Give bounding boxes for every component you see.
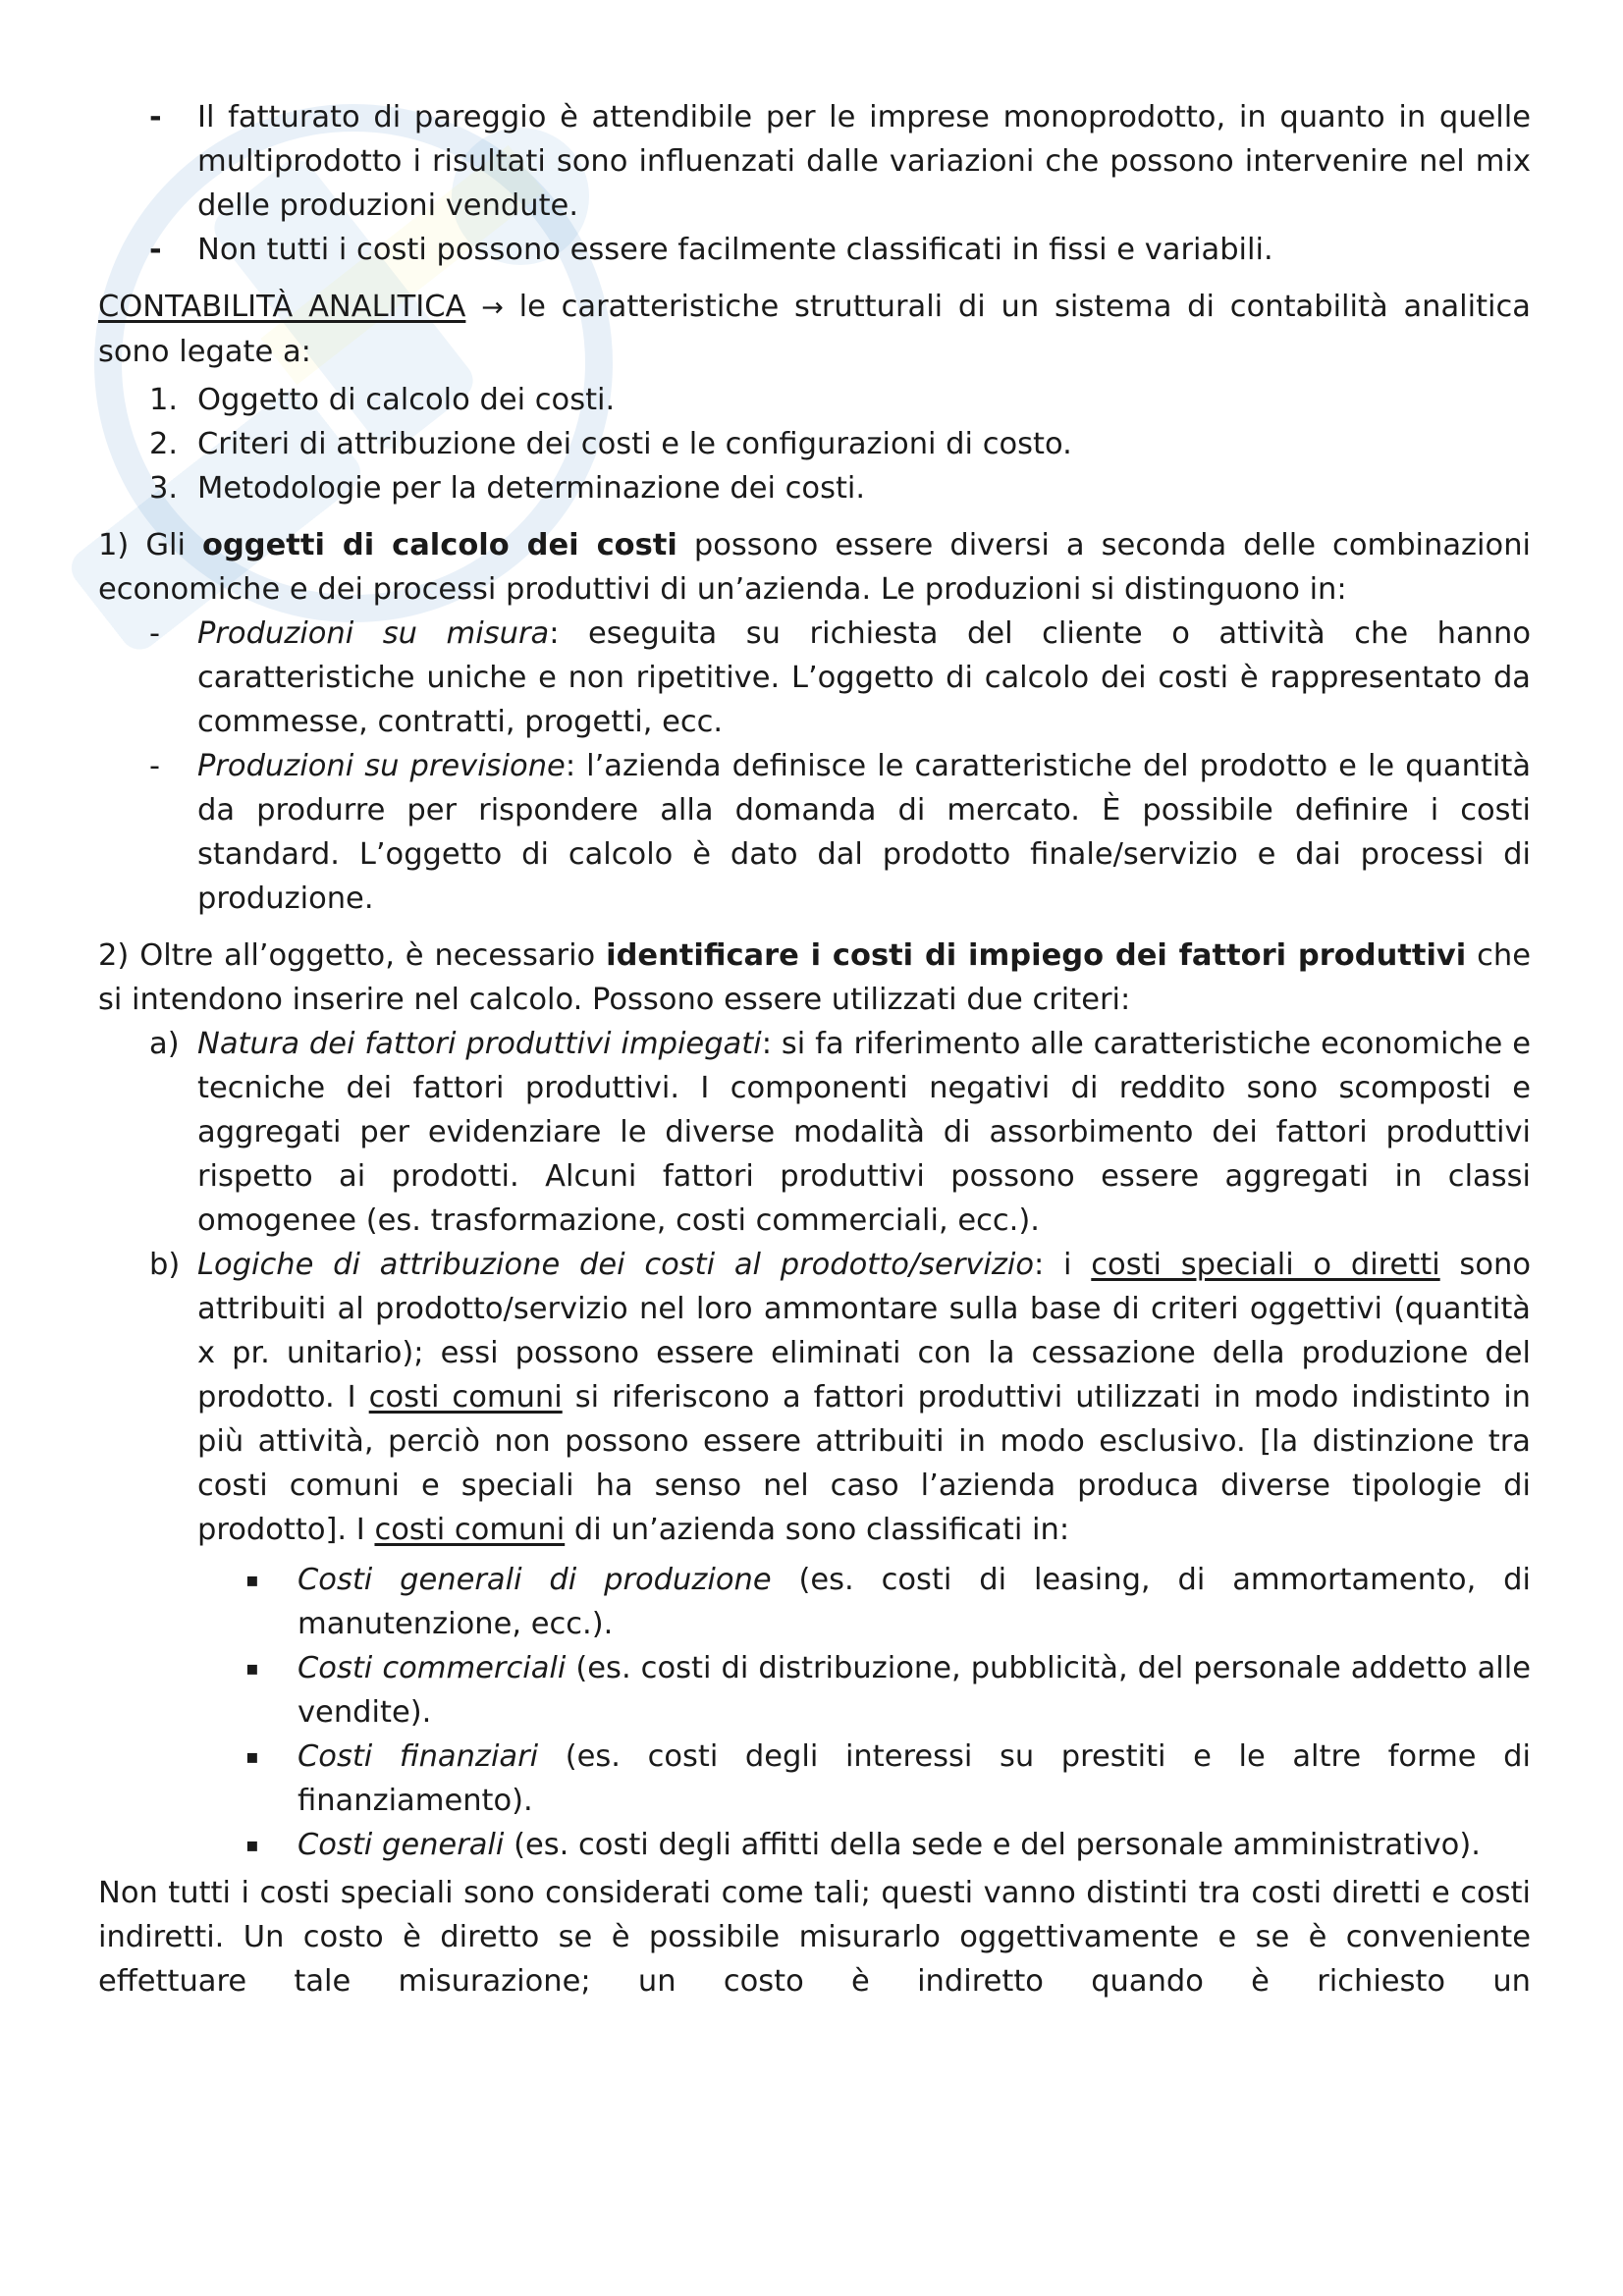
section-1-paragraph: 1) Gli oggetti di calcolo dei costi possono essere diversi a seconda delle combinazioni economiche e dei processi produttivi di un’azienda. Le produzioni si distinguono in: [98,528,1531,607]
square-bullet-icon: ▪ [245,1744,259,1768]
production-type-item: - Produzioni su previsione: l’azienda definisce le caratteristiche del prodotto e le quantità da produrre per rispondere alla domanda di mercato. È possibile definire i costi standard. L’oggetto di calcolo è dato dal prodotto finale/servizio e dai processi di produzione. [98,744,1531,921]
intro-bullet: - Non tutti i costi possono essere facilmente classificati in fissi e variabili. [98,228,1531,272]
common-cost-item: ▪ Costi generali (es. costi degli affitti della sede e del personale amministrativo). [98,1823,1531,1867]
dash-marker: - [149,100,162,134]
closing-paragraph: Non tutti i costi speciali sono considerati come tali; questi vanno distinti tra costi diretti e costi indiretti. Un costo è diretto se è possibile misurarlo oggettivamente e se è conveniente effettuare tale misurazione; un costo è indiretto quando è richiesto un [98,1876,1531,1999]
common-cost-item: ▪ Costi generali di produzione (es. costi di leasing, di ammortamento, di manutenzione, ecc.). [98,1558,1531,1646]
common-cost-item: ▪ Costi commerciali (es. costi di distribuzione, pubblicità, del personale addetto alle vendite). [98,1646,1531,1735]
square-bullet-icon: ▪ [245,1568,259,1591]
intro-bullet: - Il fatturato di pareggio è attendibile per le imprese monoprodotto, in quanto in quelle multiprodotto i risultati sono influenzati dalle variazioni che possono intervenire nel mix delle produzioni vendute. [98,95,1531,228]
criterion-item-b: b) Logiche di attribuzione dei costi al prodotto/servizio: i costi speciali o diretti sono attribuiti al prodotto/servizio nel loro ammontare sulla base di criteri oggettivi (quantità x pr. unitario); essi possono essere eliminati con la cessazione della produzione del prodotto. I costi comuni si riferiscono a fattori produttivi utilizzati in modo indistinto in più attività, perciò non possono essere attribuiti in modo esclusivo. [la distinzione tra costi comuni e speciali ha senso nel caso l’azienda produca diverse tipologie di prodotto]. I costi comuni di un’azienda sono classificati in: [149,1248,1531,1547]
arrow-icon: → [481,293,504,323]
document-body [98,95,1531,2003]
numbered-item: 3. Metodologie per la determinazione dei costi. [149,471,866,506]
square-bullet-icon: ▪ [245,1656,259,1680]
section-2-paragraph: 2) Oltre all’oggetto, è necessario identificare i costi di impiego dei fattori produttivi che si intendono inserire nel calcolo. Possono essere utilizzati due criteri: [98,938,1532,1017]
production-type-item: - Produzioni su misura: eseguita su richiesta del cliente o attività che hanno caratteristiche uniche e non ripetitive. L’oggetto di calcolo dei costi è rappresentato da commesse, contratti, progetti, ecc. [98,612,1531,744]
criterion-item-a: a) Natura dei fattori produttivi impiegati: si fa riferimento alle caratteristiche economiche e tecniche dei fattori produttivi. I componenti negativi di reddito sono scomposti e aggregati per evidenziare le diverse modalità di assorbimento dei fattori produttivi rispetto ai prodotti. Alcuni fattori produttivi possono essere aggregati in classi omogenee (es. trasformazione, costi commerciali, ecc.). [149,1027,1531,1238]
section-title: CONTABILITÀ ANALITICA [98,290,466,324]
contabilita-paragraph: CONTABILITÀ ANALITICA → le caratteristiche strutturali di un sistema di contabilità analitica sono legate a: [98,290,1531,369]
dash-marker: - [149,233,162,267]
dash-marker: - [149,616,161,651]
common-cost-item: ▪ Costi finanziari (es. costi degli interessi su prestiti e le altre forme di finanziamento). [98,1735,1531,1823]
numbered-item: 1. Oggetto di calcolo dei costi. [149,383,616,417]
dash-marker: - [149,749,161,783]
square-bullet-icon: ▪ [245,1833,259,1856]
numbered-item: 2. Criteri di attribuzione dei costi e le configurazioni di costo. [149,427,1072,461]
